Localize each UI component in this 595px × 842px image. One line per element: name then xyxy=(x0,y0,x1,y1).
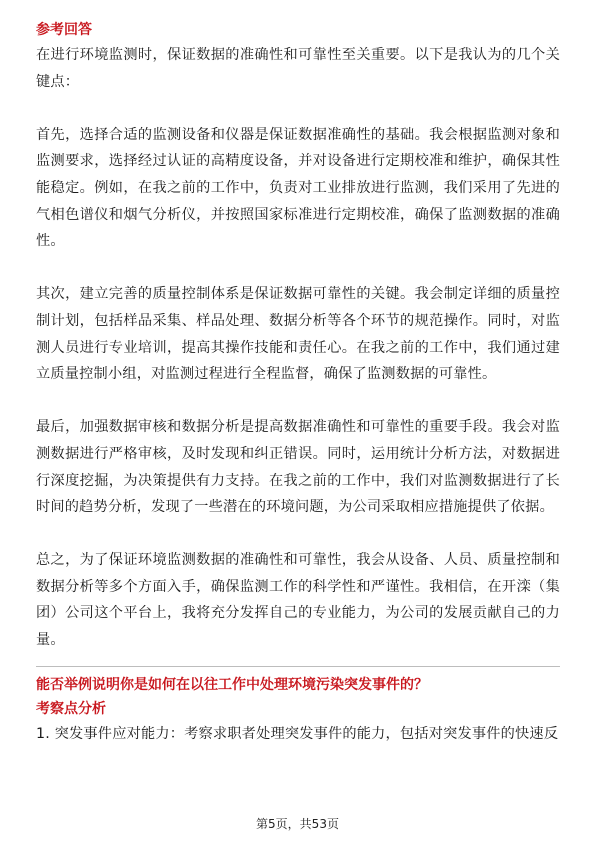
answer-paragraph-equipment: 首先，选择合适的监测设备和仪器是保证数据准确性的基础。我会根据监测对象和监测要求，选择经过认证的高精度设备，并对设备进行定期校准和维护，确保其性能稳定。例如，在我之前的工作中，负责对工业排放进行监测，我们采用了先进的气相色谱仪和烟气分析仪，并按照国家标准进行定期校准，确保了监测数据的准确性。 xyxy=(36,126,560,250)
answer-intro-paragraph: 在进行环境监测时，保证数据的准确性和可靠性至关重要。以下是我认为的几个关键点： xyxy=(36,47,560,90)
paragraph-gap xyxy=(36,388,560,415)
document-page xyxy=(36,18,560,747)
question-heading: 能否举例说明你是如何在以往工作中处理环境污染突发事件的？ xyxy=(36,676,428,693)
analysis-subheading: 考察点分析 xyxy=(36,700,106,717)
analysis-point-1: 1. 突发事件应对能力：考察求职者处理突发事件的能力，包括对突发事件的快速反 xyxy=(36,725,559,742)
section-divider xyxy=(36,666,560,667)
answer-paragraph-quality-control: 其次，建立完善的质量控制体系是保证数据可靠性的关键。我会制定详细的质量控制计划，包括样品采集、样品处理、数据分析等各个环节的规范操作。同时，对监测人员进行专业培训，提高其操作技能和责任心。在我之前的工作中，我们通过建立质量控制小组，对监测过程进行全程监督，确保了监测数据的可靠性。 xyxy=(36,286,560,383)
paragraph-gap xyxy=(36,255,560,282)
paragraph-gap xyxy=(36,521,560,548)
answer-paragraph-summary: 总之，为了保证环境监测数据的准确性和可靠性，我会从设备、人员、质量控制和数据分析等多个方面入手，确保监测工作的科学性和严谨性。我相信，在开滦（集团）公司这个平台上，我将充分发挥自己的专业能力，为公司的发展贡献自己的力量。 xyxy=(36,552,560,649)
paragraph-gap xyxy=(36,95,560,122)
page-number-footer: 第5页，共53页 xyxy=(256,817,339,831)
reference-answer-heading: 参考回答 xyxy=(36,22,92,38)
answer-paragraph-data-review: 最后，加强数据审核和数据分析是提高数据准确性和可靠性的重要手段。我会对监测数据进行严格审核，及时发现和纠正错误。同时，运用统计分析方法，对数据进行深度挖掘，为决策提供有力支持。在我之前的工作中，我们对监测数据进行了长时间的趋势分析，发现了一些潜在的环境问题，为公司采取相应措施提供了依据。 xyxy=(36,419,560,516)
